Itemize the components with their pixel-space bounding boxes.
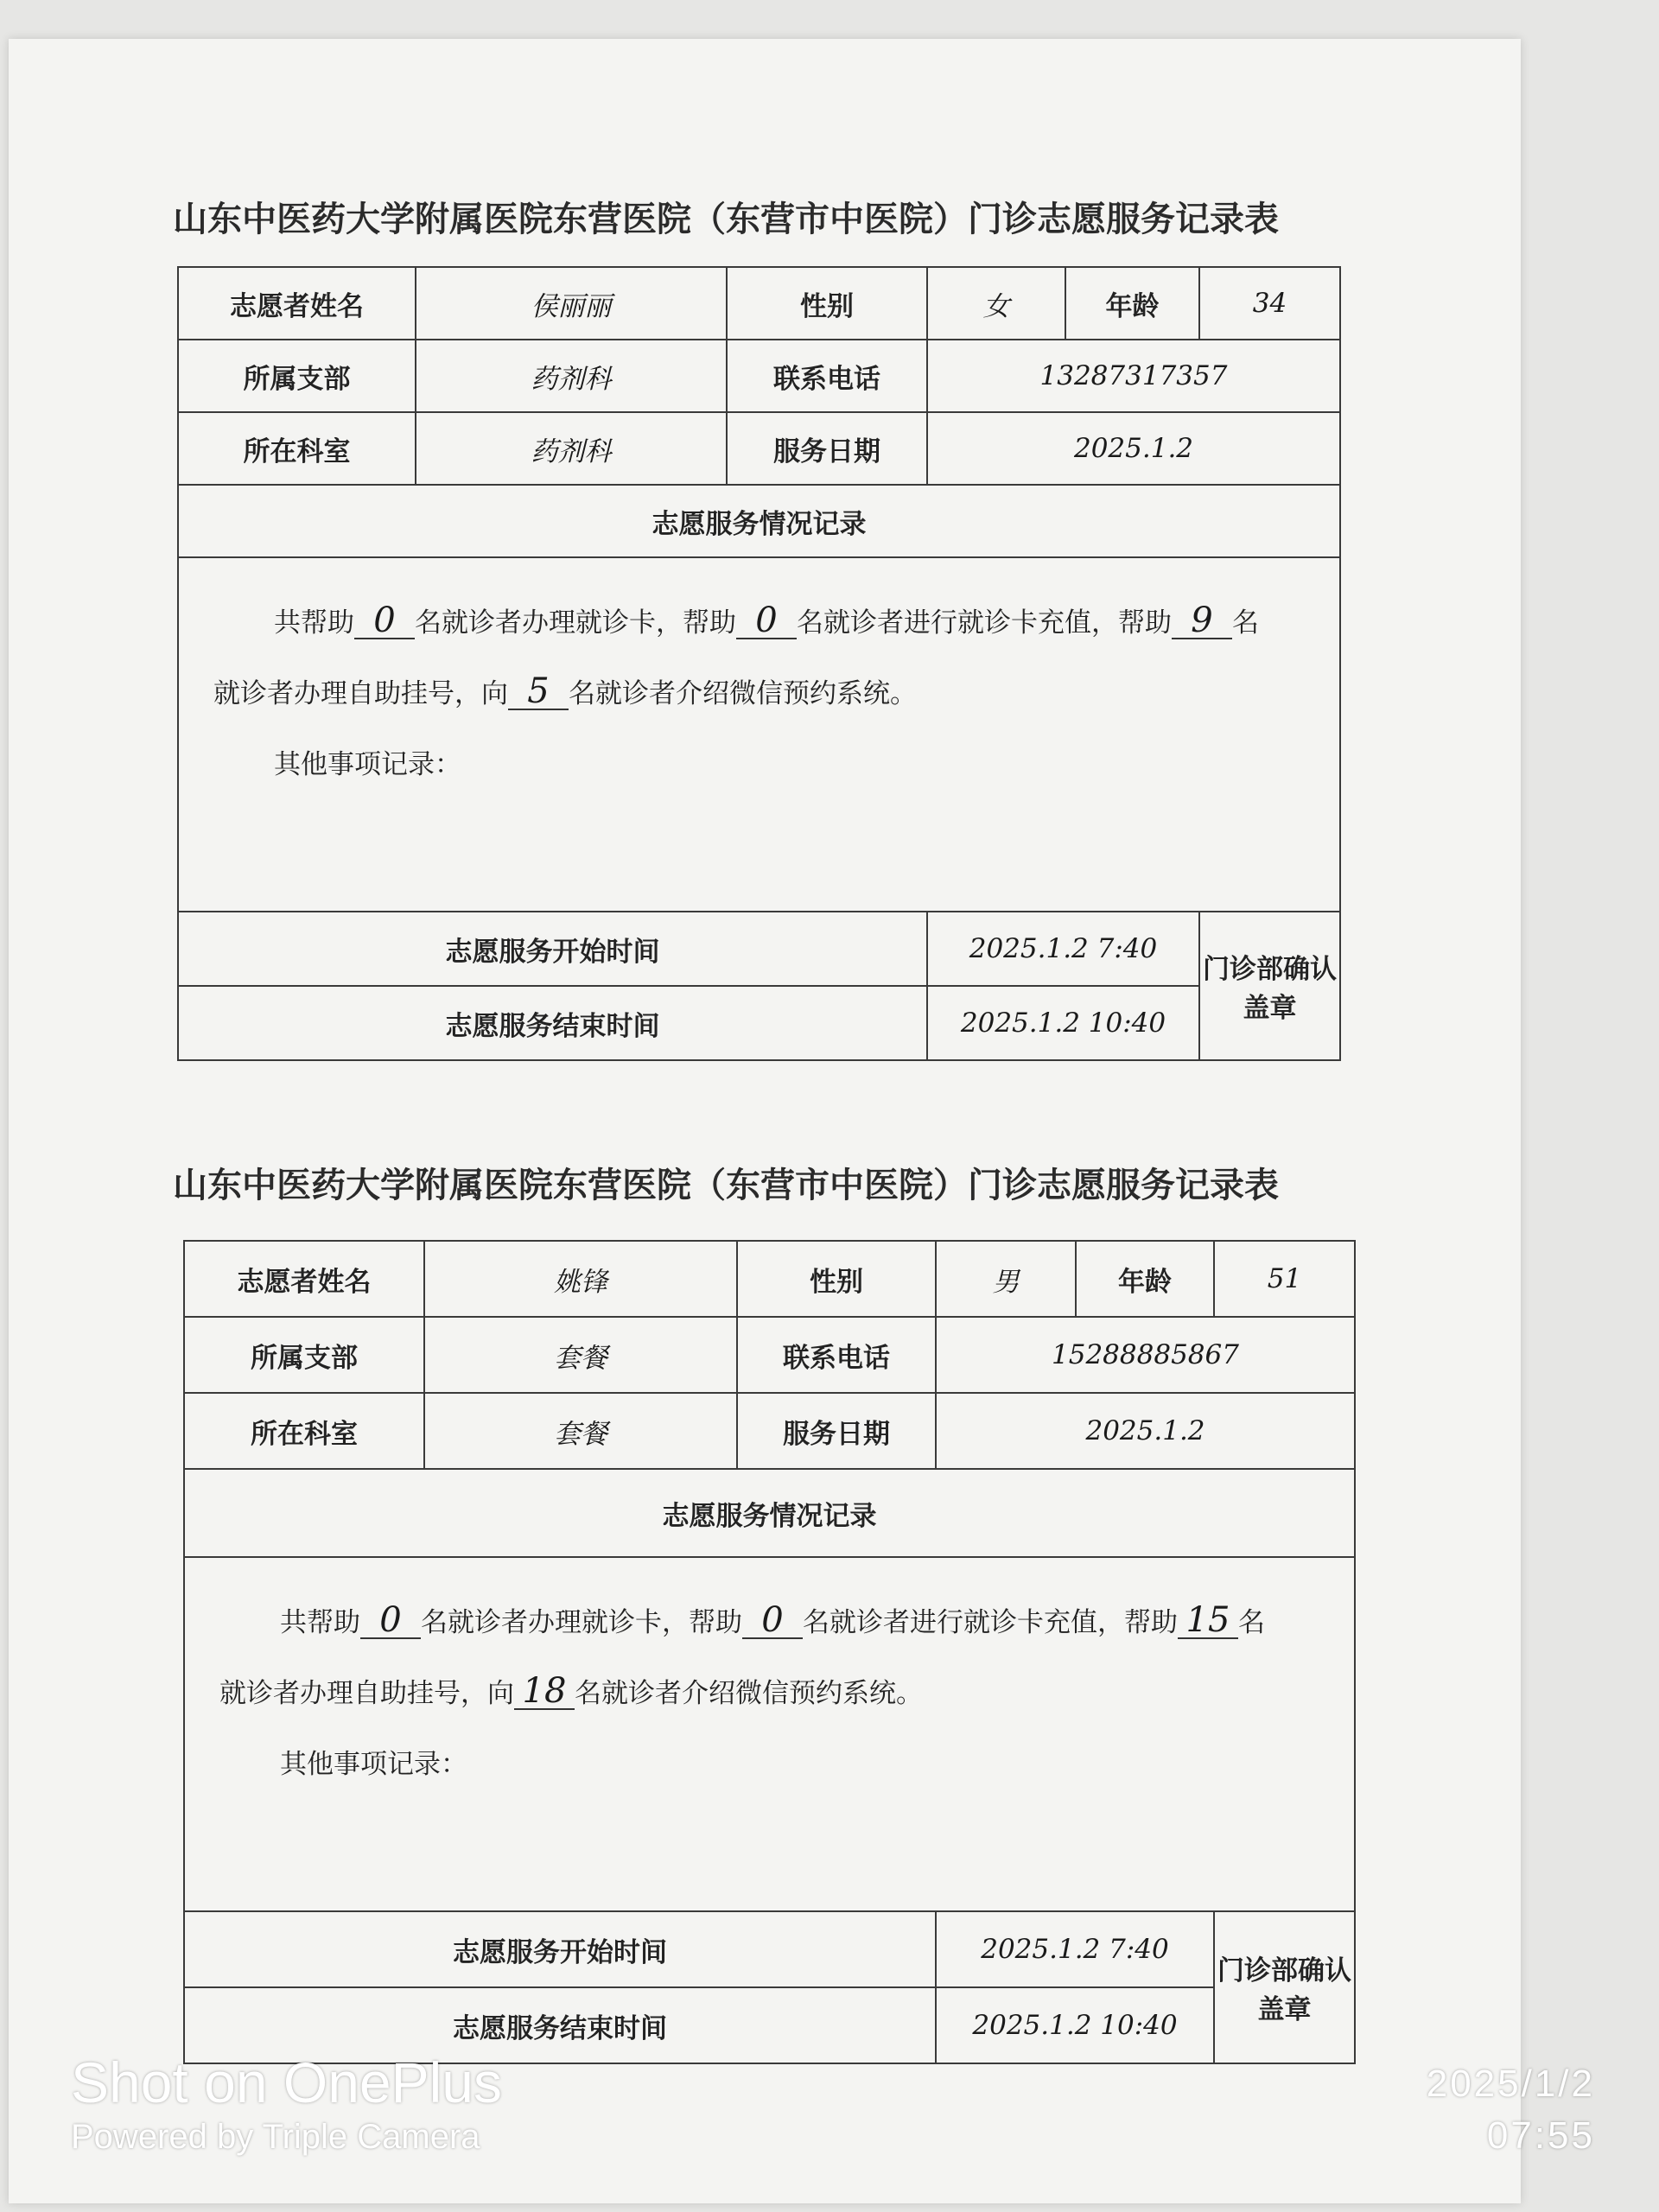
count-self-registration: 15 [1178, 1603, 1238, 1639]
label-branch: 所属支部 [178, 340, 416, 412]
label-phone: 联系电话 [727, 340, 927, 412]
section-heading: 志愿服务情况记录 [184, 1469, 1355, 1557]
other-notes-label: 其他事项记录： [274, 749, 461, 780]
label-department: 所在科室 [184, 1393, 424, 1469]
count-wechat-intro: 18 [514, 1674, 575, 1710]
form-title: 山东中医药大学附属医院东营医院（东营市中医院）门诊志愿服务记录表 [173, 1165, 1279, 1205]
label-gender: 性别 [727, 267, 927, 340]
timestamp-time: 07:55 [1486, 2114, 1595, 2157]
value-age: 51 [1214, 1241, 1355, 1317]
label-volunteer-name: 志愿者姓名 [178, 267, 416, 340]
label-service-date: 服务日期 [727, 412, 927, 485]
value-end-time: 2025.1.2 10:40 [927, 986, 1199, 1060]
label-phone: 联系电话 [737, 1317, 936, 1393]
label-stamp: 门诊部确认盖章 [1199, 912, 1340, 1060]
value-phone: 13287317357 [927, 340, 1340, 412]
value-service-date: 2025.1.2 [927, 412, 1340, 485]
count-cards-issued: 0 [360, 1603, 421, 1639]
value-service-date: 2025.1.2 [936, 1393, 1355, 1469]
service-record: 共帮助 0 名就诊者办理就诊卡，帮助 0 名就诊者进行就诊卡充值，帮助 9 名 就诊者办理自助挂号，向 5 名就诊者介绍微信预约系统。 其他事项记录： [178, 557, 1340, 912]
label-start-time: 志愿服务开始时间 [184, 1911, 936, 1987]
value-volunteer-name: 侯丽丽 [416, 267, 727, 340]
form-title: 山东中医药大学附属医院东营医院（东营市中医院）门诊志愿服务记录表 [173, 199, 1279, 239]
value-age: 34 [1199, 267, 1340, 340]
value-volunteer-name: 姚锋 [424, 1241, 737, 1317]
label-branch: 所属支部 [184, 1317, 424, 1393]
value-start-time: 2025.1.2 7:40 [936, 1911, 1214, 1987]
label-stamp: 门诊部确认盖章 [1214, 1911, 1355, 2063]
count-wechat-intro: 5 [508, 674, 569, 710]
count-cards-issued: 0 [354, 603, 415, 639]
count-card-recharges: 0 [742, 1603, 803, 1639]
value-gender: 男 [936, 1241, 1076, 1317]
label-age: 年龄 [1065, 267, 1199, 340]
label-age: 年龄 [1076, 1241, 1214, 1317]
camera-watermark [71, 2050, 502, 2158]
value-end-time: 2025.1.2 10:40 [936, 1987, 1214, 2063]
value-branch: 套餐 [424, 1317, 737, 1393]
value-branch: 药剂科 [416, 340, 727, 412]
value-phone: 15288885867 [936, 1317, 1355, 1393]
value-gender: 女 [927, 267, 1065, 340]
label-start-time: 志愿服务开始时间 [178, 912, 927, 986]
watermark-sub: Powered by Triple Camera [71, 2118, 480, 2156]
photo-timestamp [1427, 2058, 1595, 2162]
service-record: 共帮助 0 名就诊者办理就诊卡，帮助 0 名就诊者进行就诊卡充值，帮助 15 名 就诊者办理自助挂号，向 18 名就诊者介绍微信预约系统。 其他事项记录： [184, 1557, 1355, 1911]
value-department: 药剂科 [416, 412, 727, 485]
label-service-date: 服务日期 [737, 1393, 936, 1469]
label-gender: 性别 [737, 1241, 936, 1317]
timestamp-date: 2025/1/2 [1426, 2063, 1595, 2105]
other-notes-label: 其他事项记录： [280, 1749, 467, 1780]
value-start-time: 2025.1.2 7:40 [927, 912, 1199, 986]
info-table [183, 1240, 1356, 2064]
info-table [177, 266, 1341, 1061]
count-self-registration: 9 [1172, 603, 1232, 639]
count-card-recharges: 0 [736, 603, 797, 639]
label-volunteer-name: 志愿者姓名 [184, 1241, 424, 1317]
label-end-time: 志愿服务结束时间 [184, 1987, 936, 2063]
label-department: 所在科室 [178, 412, 416, 485]
watermark-main: Shot on OnePlus [71, 2050, 502, 2114]
section-heading: 志愿服务情况记录 [178, 485, 1340, 557]
value-department: 套餐 [424, 1393, 737, 1469]
label-end-time: 志愿服务结束时间 [178, 986, 927, 1060]
